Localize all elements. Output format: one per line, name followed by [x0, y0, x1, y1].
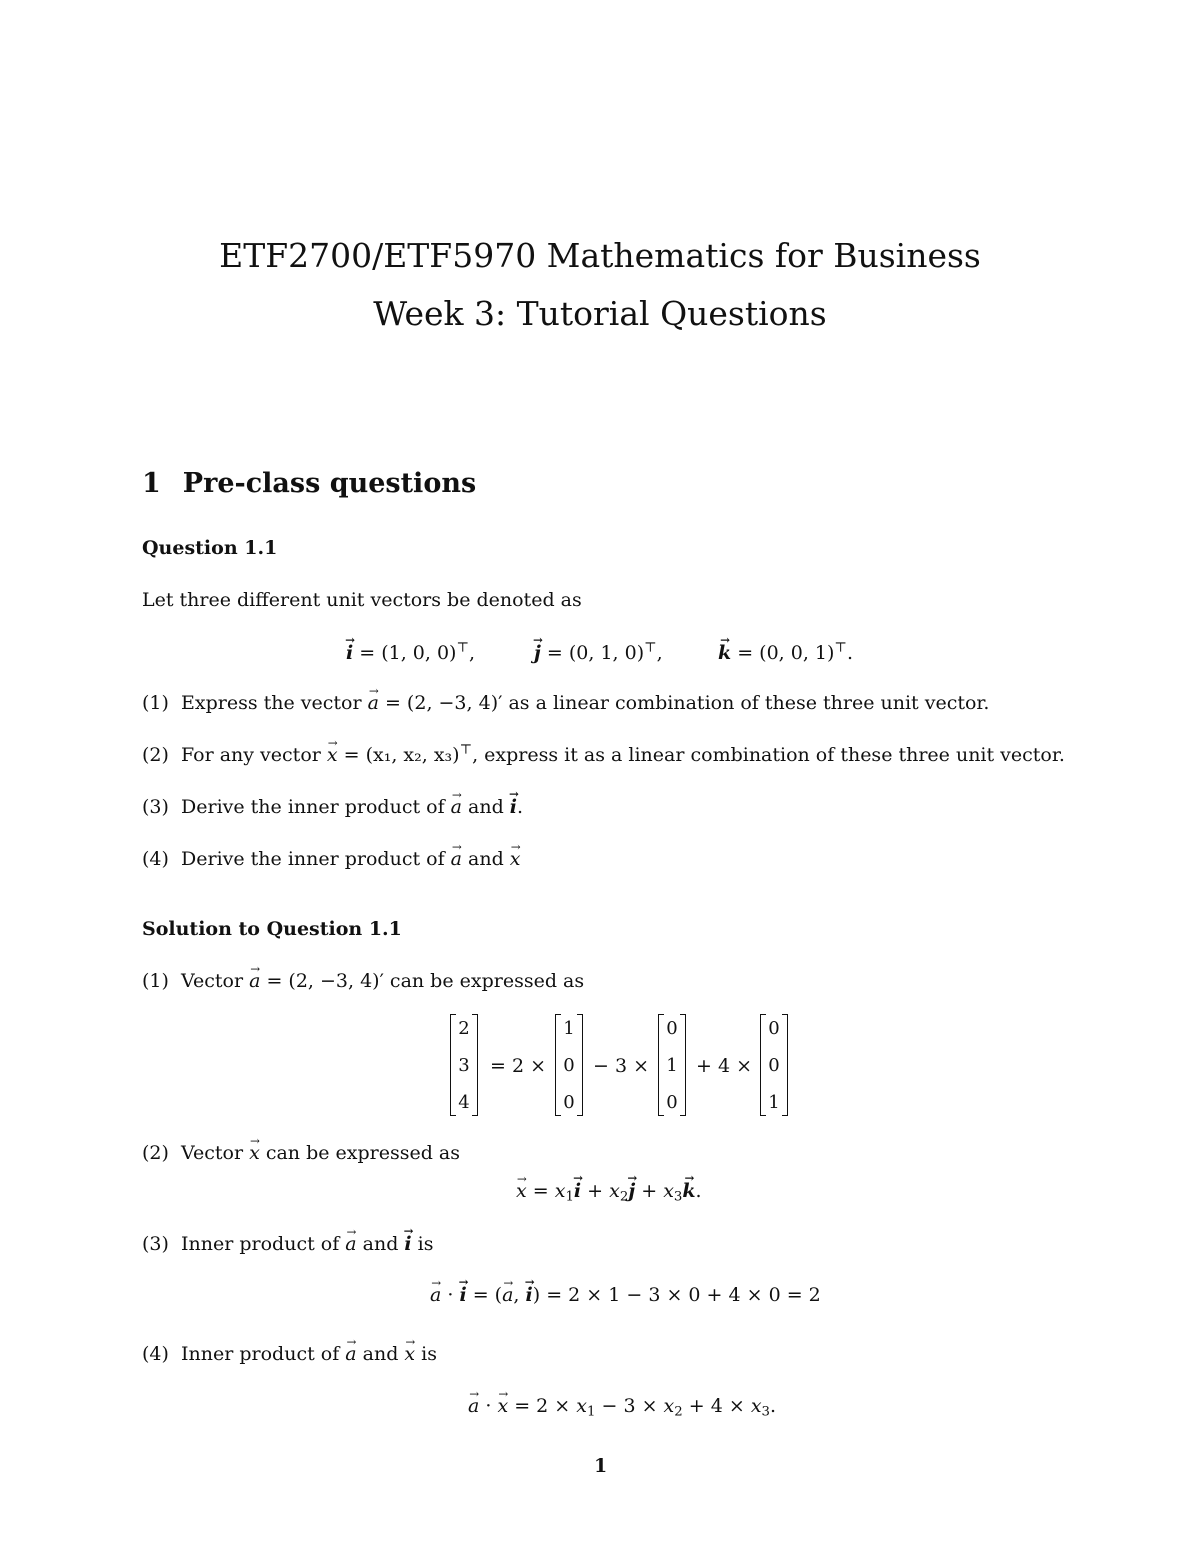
- question-item-2: (2) For any vector x → = (x₁, x₂, x₃)⊤, express it as a linear combination of these three unit vector.: [142, 744, 1065, 766]
- week-title: Week 3: Tutorial Questions: [373, 294, 827, 333]
- equation-x-combination: x → = $x_1i$ → + $x_2j$ → + $x_3k$ →.: [516, 1180, 702, 1202]
- page-number: 1: [594, 1455, 608, 1477]
- k-symbol: k →: [718, 642, 731, 664]
- coef-1: = 2 ×: [490, 1055, 547, 1077]
- matrix-lhs: 2 3 4: [450, 1014, 478, 1116]
- j-symbol: j →: [534, 642, 541, 664]
- solution-item-4: (4) Inner product of a → and x → is: [142, 1343, 437, 1365]
- coef-2: − 3 ×: [593, 1055, 650, 1077]
- equation-inner-product-ax: a → · x → = $2 \times x_1 - 3 \times x_2 + 4 \times x_3$.: [468, 1395, 776, 1417]
- unit-vector-j: j → = (0, 1, 0)⊤,: [534, 642, 663, 664]
- i-symbol: i →: [346, 642, 353, 664]
- solution-heading: Solution to Question 1.1: [142, 918, 402, 940]
- equation-inner-product-ai: a → · i → = (a →, i →) = 2 × 1 − 3 × 0 + 4 × 0 = 2: [430, 1284, 821, 1306]
- unit-vector-k: k → = (0, 0, 1)⊤.: [718, 642, 853, 664]
- section-number: 1: [142, 468, 161, 499]
- solution-item-2: (2) Vector x → can be expressed as: [142, 1142, 460, 1164]
- matrix-v2: 0 1 0: [658, 1014, 686, 1116]
- a-symbol: a →: [368, 692, 379, 714]
- course-title: ETF2700/ETF5970 Mathematics for Business: [219, 236, 981, 275]
- coef-3: + 4 ×: [696, 1055, 753, 1077]
- question-item-1: (1) Express the vector a → = (2, −3, 4)′ as a linear combination of these three unit vector.: [142, 692, 989, 714]
- section-heading: [142, 468, 476, 499]
- question-item-3: (3) Derive the inner product of a → and i →.: [142, 796, 523, 818]
- unit-vector-i: i → = (1, 0, 0)⊤,: [346, 642, 475, 664]
- question-item-4: (4) Derive the inner product of a → and x →: [142, 848, 521, 870]
- section-title: Pre-class questions: [182, 468, 477, 499]
- matrix-v1: 1 0 0: [555, 1014, 583, 1116]
- matrix-v3: 0 0 1: [760, 1014, 788, 1116]
- x-symbol: x →: [327, 744, 338, 766]
- solution-item-3: (3) Inner product of a → and i → is: [142, 1233, 434, 1255]
- question-heading: Question 1.1: [142, 537, 278, 559]
- solution-item-1: (1) Vector a → = (2, −3, 4)′ can be expressed as: [142, 970, 584, 992]
- question-intro: Let three different unit vectors be denoted as: [142, 589, 582, 611]
